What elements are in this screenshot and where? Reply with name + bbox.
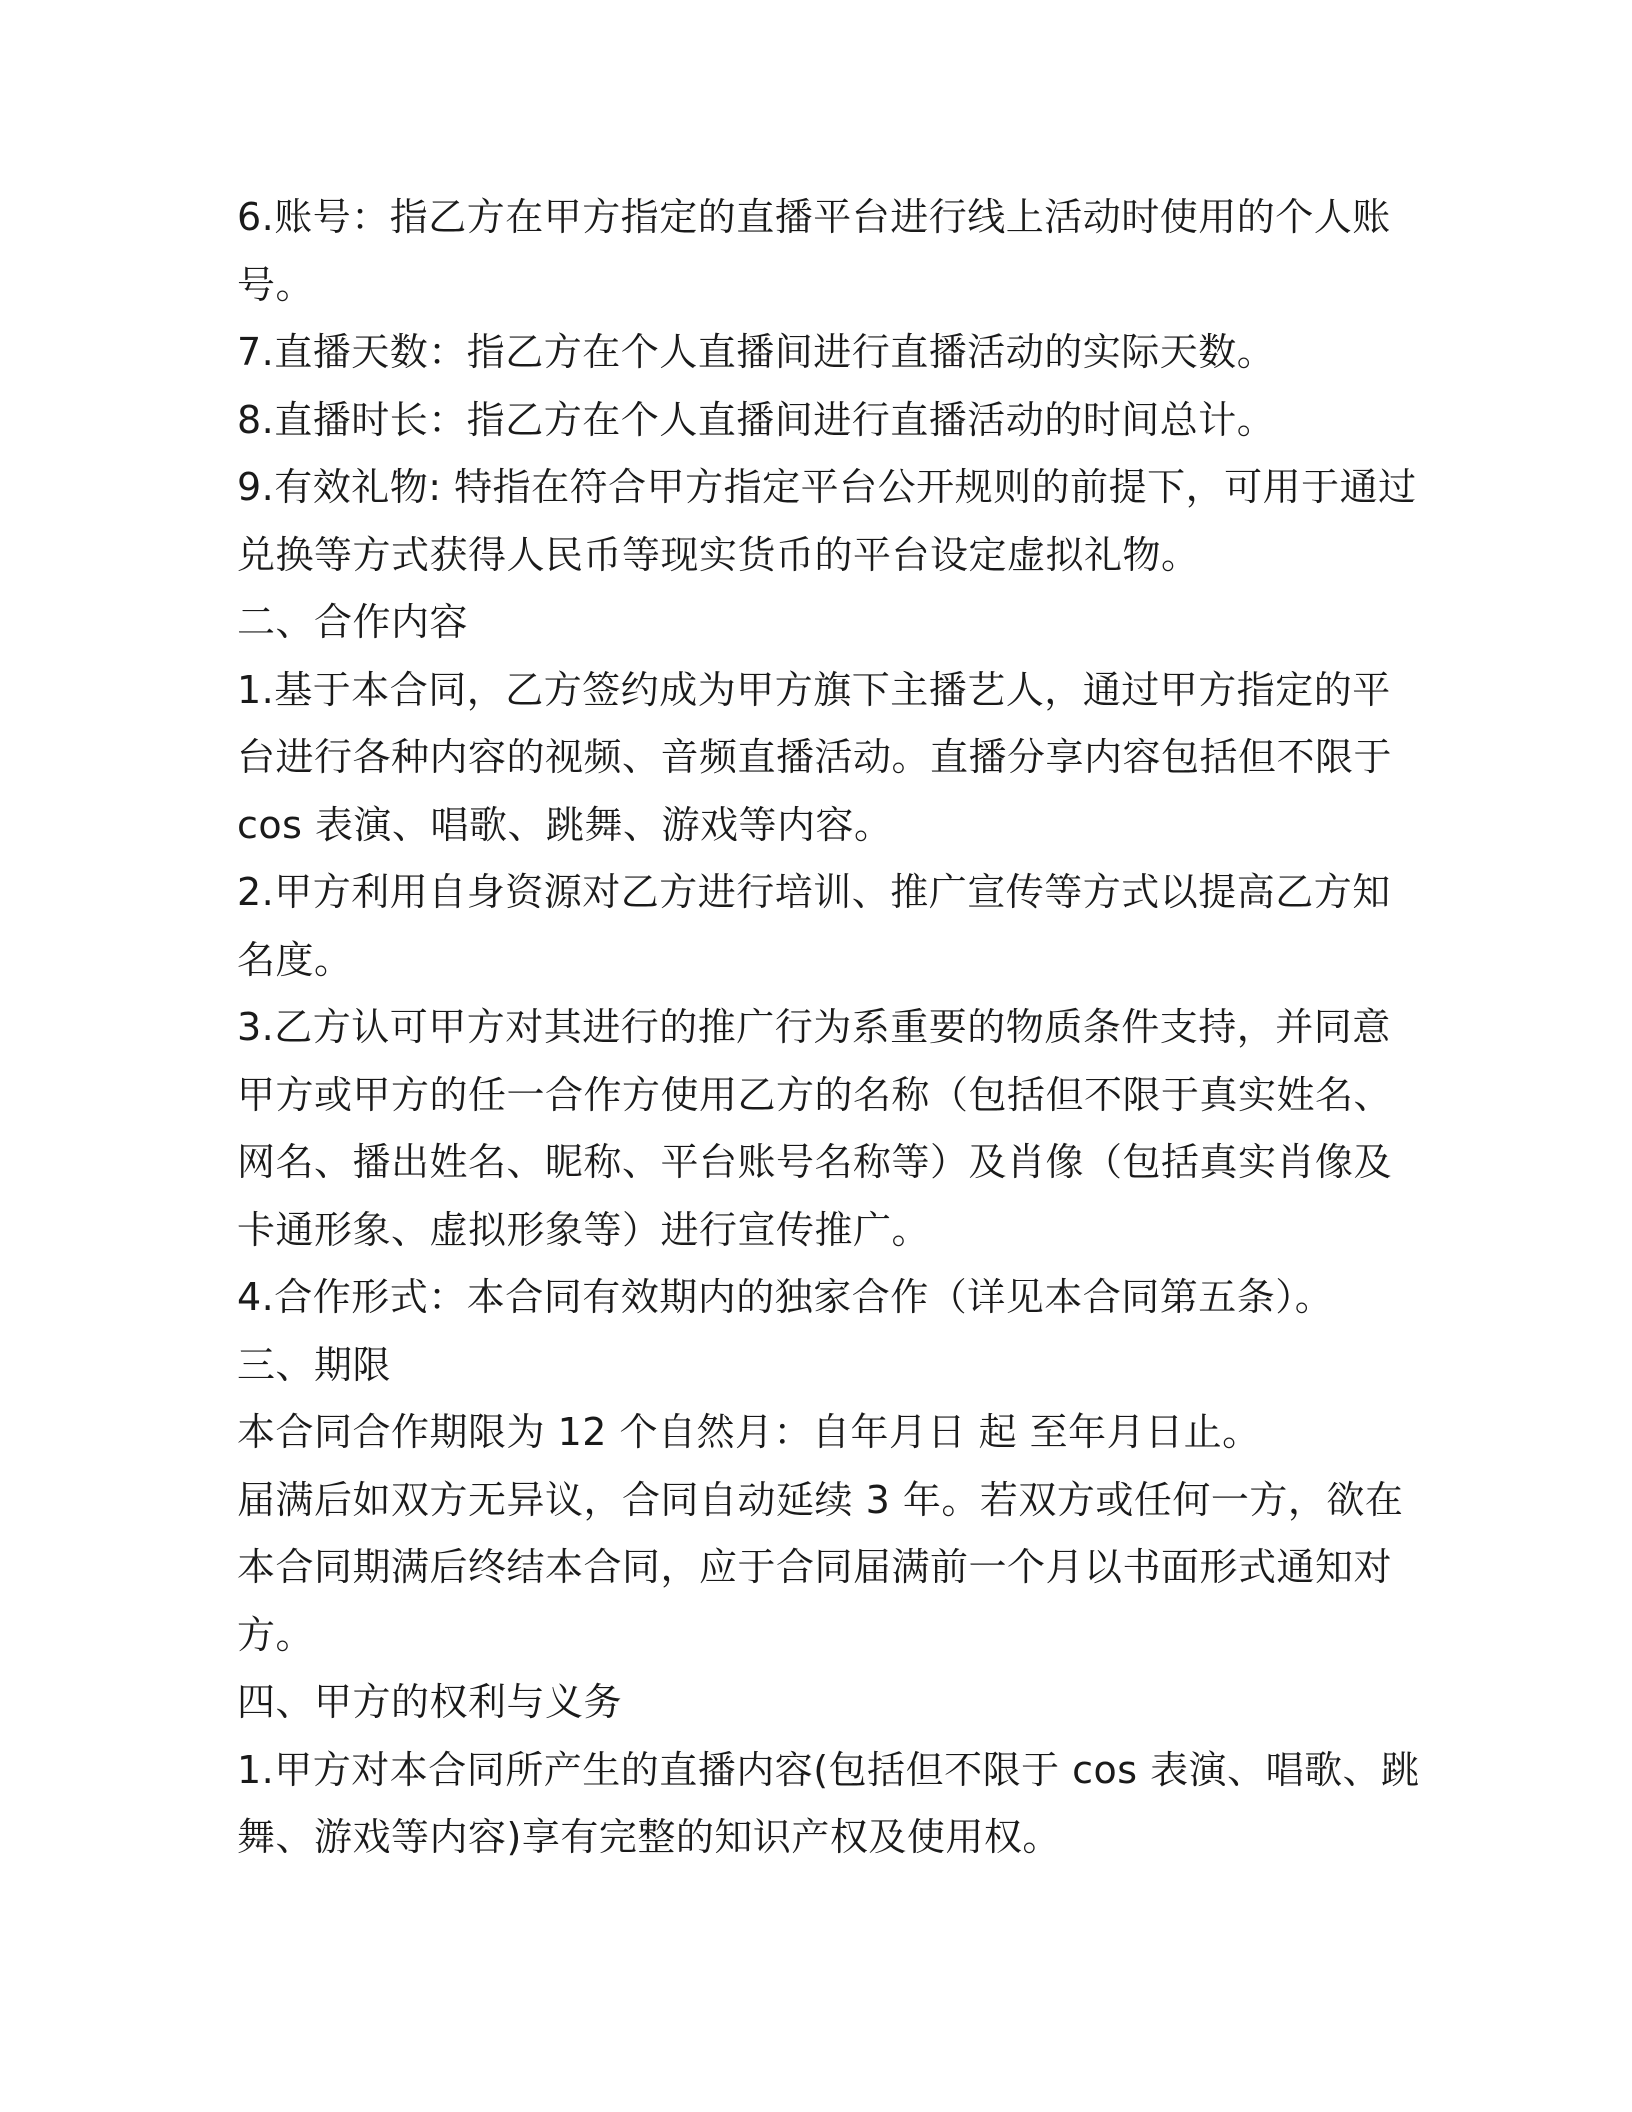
text-line: 卡通形象、虚拟形象等）进行宣传推广。: [237, 1207, 931, 1252]
text-line: 本合同期满后终结本合同，应于合同届满前一个月以书面形式通知对: [237, 1545, 1393, 1589]
text-line: 1.基于本合同，乙方签约成为甲方旗下主播艺人，通过甲方指定的平: [237, 667, 1391, 712]
text-line: 网名、播出姓名、昵称、平台账号名称等）及肖像（包括真实肖像及: [237, 1140, 1393, 1184]
definition-valid-gift: [237, 454, 1417, 589]
text-line: 甲方或甲方的任一合作方使用乙方的名称（包括但不限于真实姓名、: [237, 1072, 1393, 1117]
text-line: 4.合作形式：本合同有效期内的独家合作（详见本合同第五条）。: [237, 1275, 1334, 1319]
definition-live-duration: [237, 387, 1377, 455]
text-line: 舞、游戏等内容)享有完整的知识产权及使用权。: [237, 1815, 1061, 1859]
text-line: cos 表演、唱歌、跳舞、游戏等内容。: [237, 802, 893, 847]
text-line: 7.直播天数：指乙方在个人直播间进行直播活动的实际天数。: [237, 330, 1276, 374]
term-clause-1: [237, 1399, 1377, 1467]
cooperation-clause-2: [237, 859, 1391, 994]
text-line: 名度。: [237, 937, 353, 982]
section-heading-party-a: [237, 1669, 1377, 1737]
party-a-clause-1: [237, 1737, 1420, 1872]
text-line: 方。: [237, 1612, 315, 1657]
definition-account: [237, 184, 1391, 319]
document-body: [237, 184, 1420, 1872]
section-heading: 三、期限: [237, 1342, 392, 1387]
text-line: 兑换等方式获得人民币等现实货币的平台设定虚拟礼物。: [237, 532, 1200, 577]
section-heading: 二、合作内容: [237, 600, 469, 644]
section-heading-term: [237, 1332, 1377, 1400]
cooperation-clause-3: [237, 994, 1393, 1264]
section-heading-cooperation: [237, 589, 1377, 657]
text-line: 3.乙方认可甲方对其进行的推广行为系重要的物质条件支持，并同意: [237, 1005, 1391, 1049]
text-line: 9.有效礼物: 特指在符合甲方指定平台公开规则的前提下，可用于通过: [237, 465, 1417, 509]
text-line: 号。: [237, 262, 315, 307]
text-line: 2.甲方利用自身资源对乙方进行培训、推广宣传等方式以提高乙方知: [237, 870, 1391, 914]
text-line: 届满后如双方无异议，合同自动延续 3 年。若双方或任何一方，欲在: [237, 1477, 1404, 1522]
text-line: 1.甲方对本合同所产生的直播内容(包括但不限于 cos 表演、唱歌、跳: [237, 1747, 1420, 1792]
text-line: 台进行各种内容的视频、音频直播活动。直播分享内容包括但不限于: [237, 735, 1393, 779]
section-heading: 四、甲方的权利与义务: [237, 1680, 623, 1724]
cooperation-clause-4: [237, 1264, 1377, 1332]
term-clause-2: [237, 1467, 1404, 1670]
text-line: 本合同合作期限为 12 个自然月：自年月日 起 至年月日止。: [237, 1410, 1261, 1454]
cooperation-clause-1: [237, 657, 1393, 860]
definition-live-days: [237, 319, 1377, 387]
text-line: 6.账号：指乙方在甲方指定的直播平台进行线上活动时使用的个人账: [237, 195, 1391, 239]
text-line: 8.直播时长：指乙方在个人直播间进行直播活动的时间总计。: [237, 397, 1276, 442]
